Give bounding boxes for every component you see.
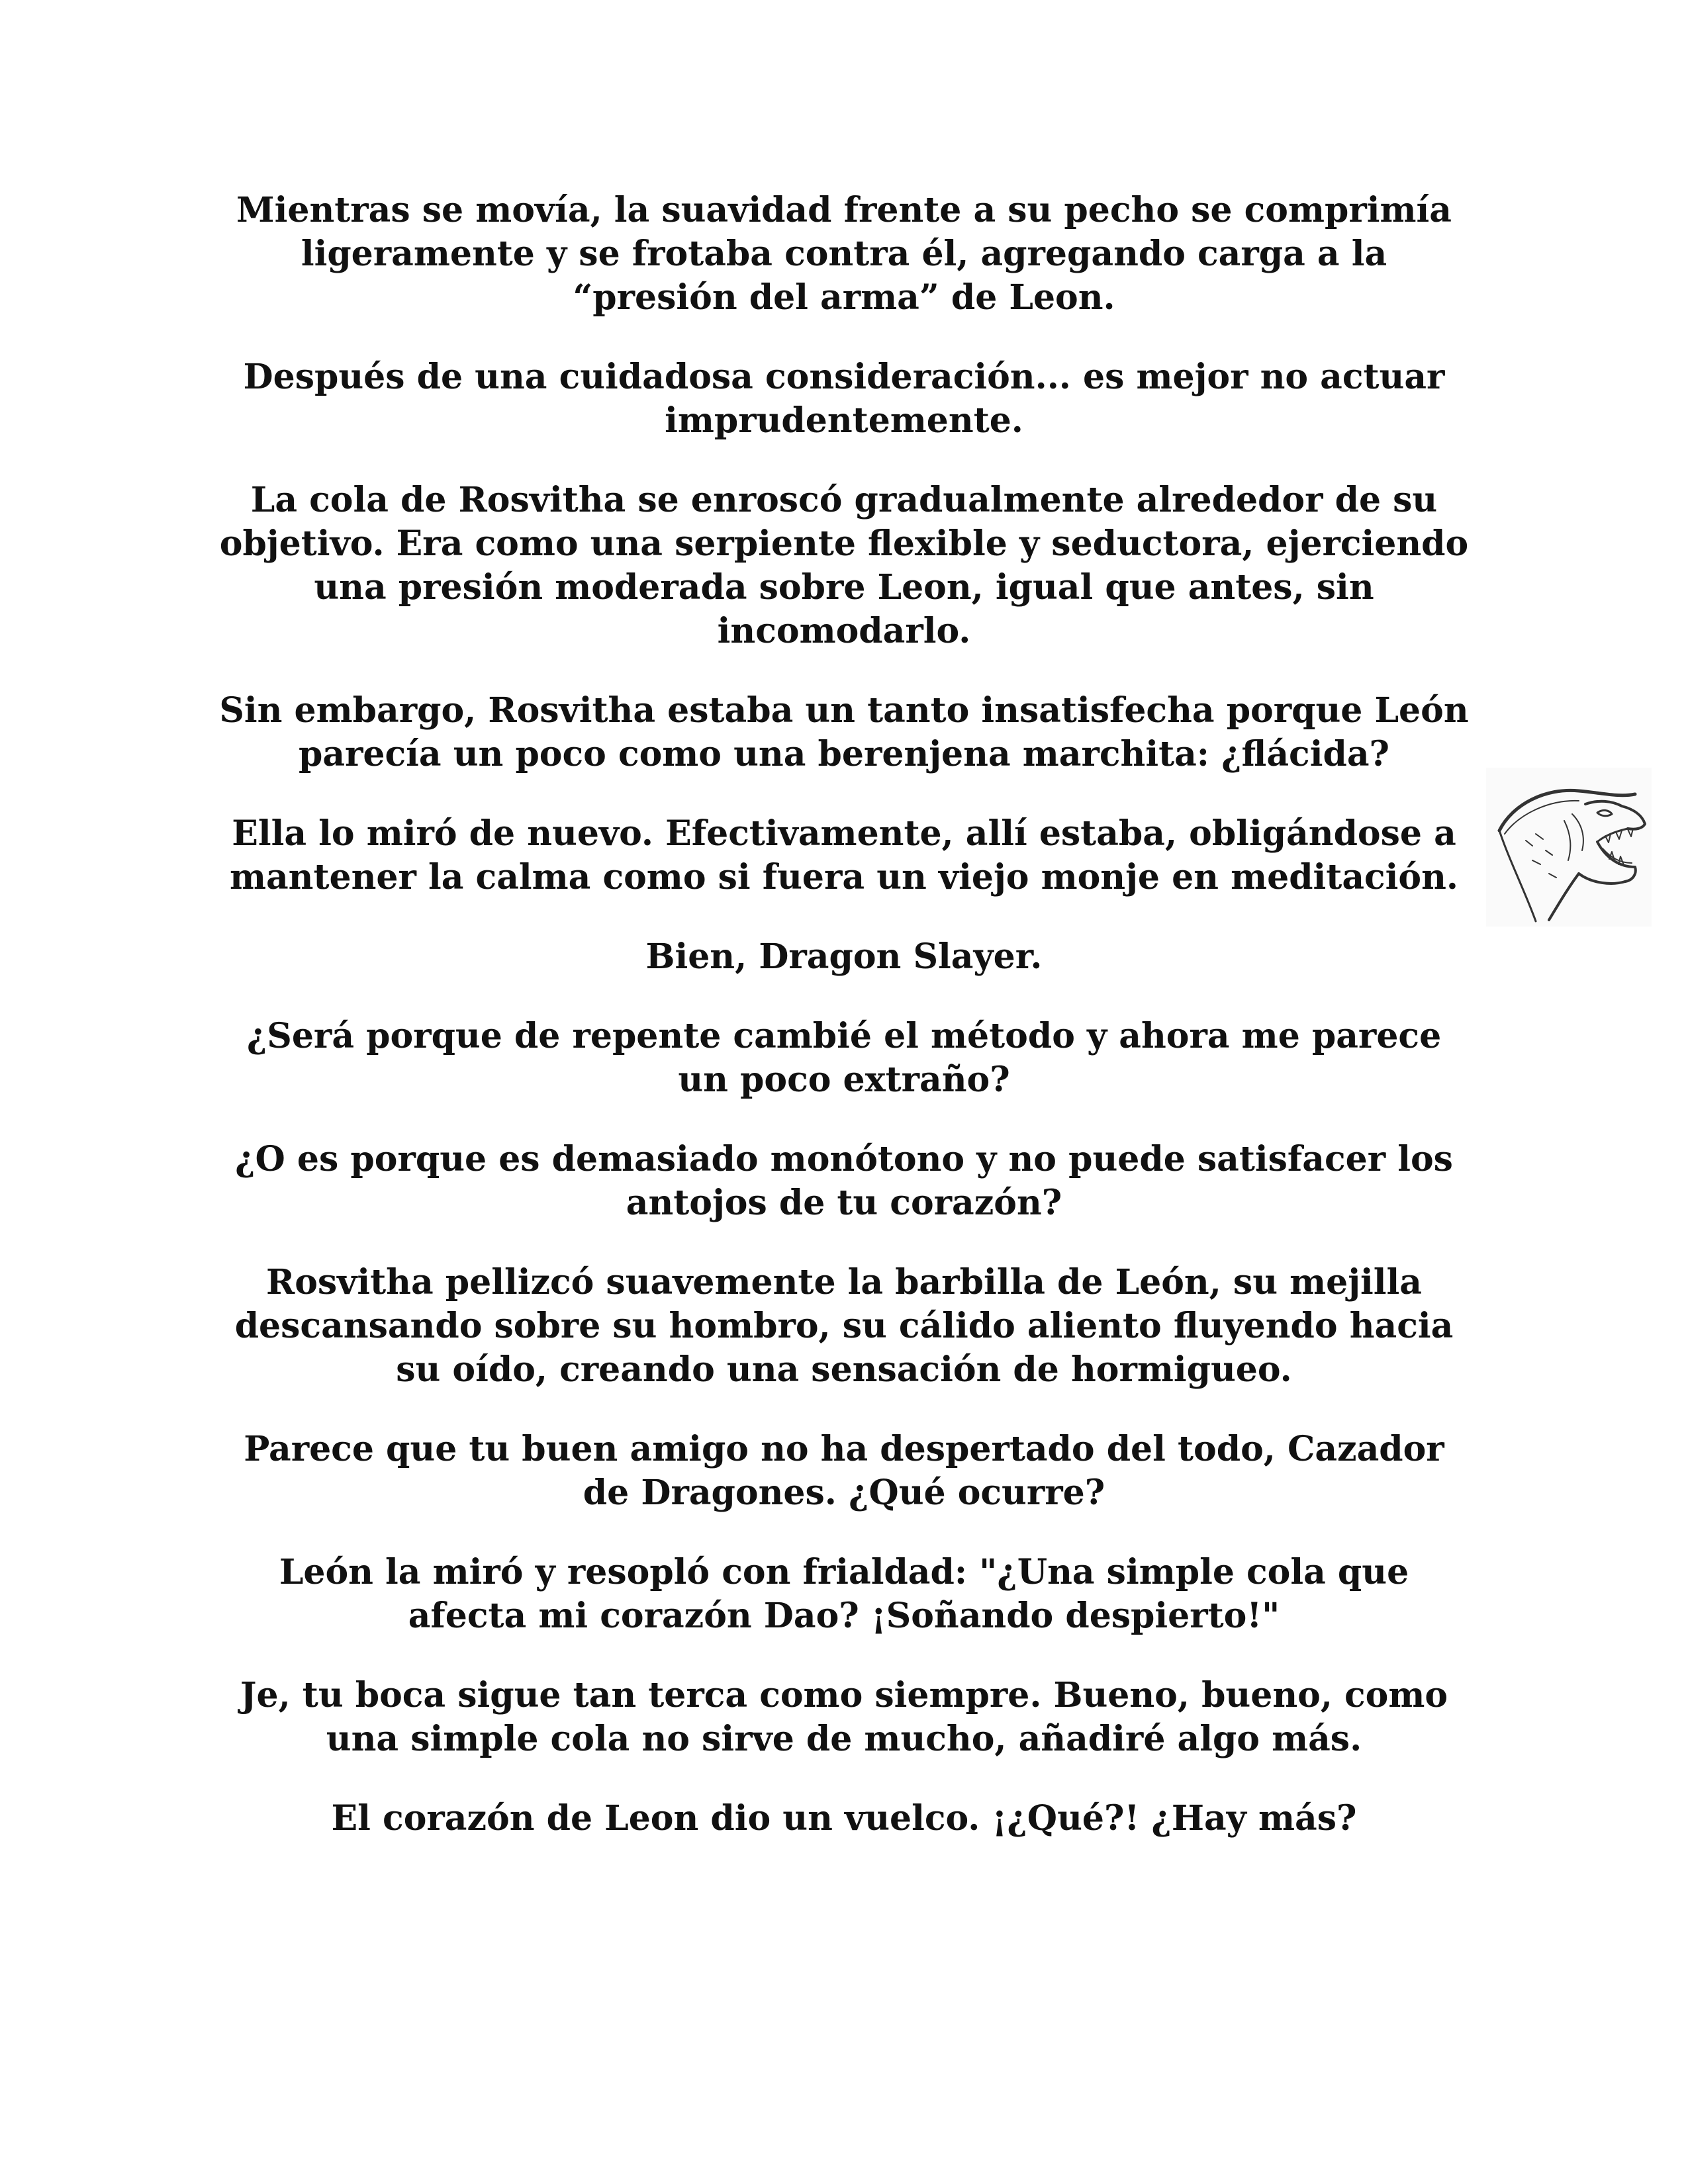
paragraph-7: ¿Será porque de repente cambié el método y ahora me parece un poco extraño? [246,1016,1442,1100]
paragraph-5: Ella lo miró de nuevo. Efectivamente, allí estaba, obligándose a mantener la calma como si fuera un viejo monje en meditación. [229,813,1459,897]
paragraph-3: La cola de Rosvitha se enroscó gradualmente alrededor de su objetivo. Era como una serpiente flexible y seductora, ejerciendo una presión moderada sobre Leon, igual que antes, sin incomodarlo. [219,480,1469,651]
paragraph-1: Mientras se movía, la suavidad frente a su pecho se comprimía ligeramente y se frotaba contra él, agregando carga a la “presión del arma” de Leon. [236,190,1452,318]
story-text [218,189,1470,1876]
paragraph-4: Sin embargo, Rosvitha estaba un tanto insatisfecha porque León parecía un poco como una berenjena marchita: ¿flácida? [219,690,1469,774]
paragraph-13: El corazón de Leon dio un vuelco. ¡¿Qué?! ¿Hay más? [331,1798,1357,1839]
paragraph-8: ¿O es porque es demasiado monótono y no puede satisfacer los antojos de tu corazón? [235,1139,1453,1223]
paragraph-2: Después de una cuidadosa consideración... es mejor no actuar imprudentemente. [243,357,1445,441]
paragraph-6: Bien, Dragon Slayer. [645,936,1043,977]
paragraph-11: León la miró y resopló con frialdad: "¿Una simple cola que afecta mi corazón Dao? ¡Soñando despierto!" [279,1552,1409,1636]
paragraph-12: Je, tu boca sigue tan terca como siempre. Bueno, bueno, como una simple cola no sirve de mucho, añadiré algo más. [240,1675,1448,1759]
dragon-head-sketch-icon [1486,768,1652,927]
paragraph-9: Rosvitha pellizcó suavemente la barbilla de León, su mejilla descansando sobre su hombro, su cálido aliento fluyendo hacia su oído, creando una sensación de hormigueo. [234,1262,1454,1390]
paragraph-10: Parece que tu buen amigo no ha despertado del todo, Cazador de Dragones. ¿Qué ocurre? [244,1429,1444,1513]
